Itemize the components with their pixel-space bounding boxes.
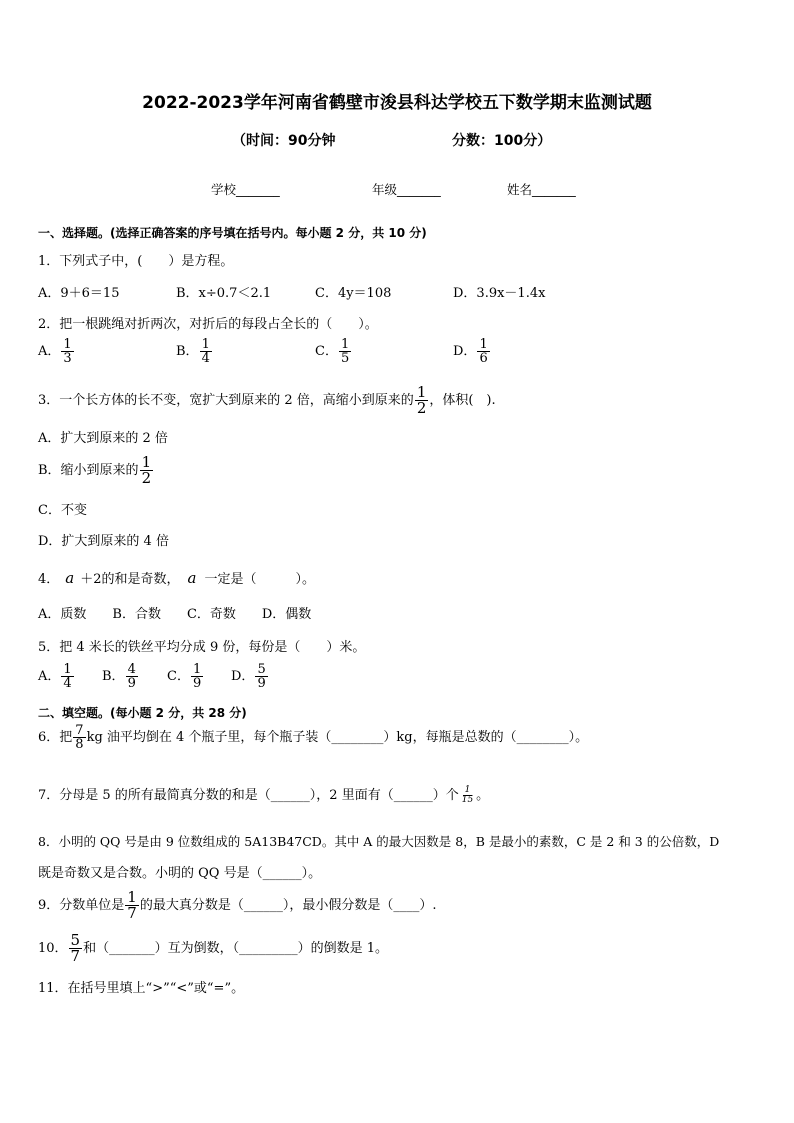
q5-option-c: C． $\frac{1}{9}$: [167, 662, 202, 691]
question-9: 9．分数单位是 $\frac{1}{7}$ 的最大真分数是（______），最小假分数是（____）.: [38, 888, 437, 922]
q3-option-b: B．缩小到原来的 $\frac{1}{2}$: [38, 453, 152, 487]
section-2-heading: 二、填空题。(每小题 2 分，共 28 分): [38, 706, 247, 720]
question-2: 2．把一根跳绳对折两次，对折后的每段占全长的（ ）。: [38, 317, 378, 332]
question-1: 1．下列式子中，( ）是方程。: [38, 254, 234, 269]
q2-option-c: C． $\frac{1}{5}$: [315, 337, 350, 366]
score-label: 分数：100分）: [452, 133, 552, 149]
question-5: 5．把 4 米长的铁丝平均分成 9 份，每份是（ ）米。: [38, 640, 366, 655]
q1-option-c: C．4y＝108: [315, 286, 392, 301]
name-field: 姓名_______: [507, 182, 576, 197]
q2-option-d: D． $\frac{1}{6}$: [453, 337, 488, 366]
q5-option-d: D． $\frac{5}{9}$: [231, 662, 266, 691]
question-6: 6．把 $\frac{7}{8}$ kg 油平均倒在 4 个瓶子里，每个瓶子装（________）kg，每瓶是总数的（________）。: [38, 723, 589, 752]
q3-option-a: A．扩大到原来的 2 倍: [38, 431, 168, 446]
q3-option-d: D．扩大到原来的 4 倍: [38, 534, 169, 549]
question-3: 3．一个长方体的长不变，宽扩大到原来的 2 倍，高缩小到原来的 $\frac{1}{2}$ ，体积( ).: [38, 383, 496, 417]
q3-option-c: C．不变: [38, 503, 87, 518]
question-10: 10． $\frac{5}{7}$ 和（_______）互为倒数，（_________）的倒数是 1。: [38, 931, 388, 965]
q5-option-a: A． $\frac{1}{4}$: [38, 662, 72, 691]
time-label: （时间：90分钟: [232, 133, 336, 149]
question-7: 7．分母是 5 的所有最简真分数的和是（______），2 里面有（______）个 $\frac{1}{15}$ 。: [38, 785, 490, 805]
question-11: 11．在括号里填上“>”“<”或“=”。: [38, 981, 245, 996]
question-4: 4． a ＋2的和是奇数， a 一定是（ ）。: [38, 569, 315, 587]
school-field: 学校_______: [211, 182, 280, 197]
page-title: 2022-2023学年河南省鹤壁市浚县科达学校五下数学期末监测试题: [142, 93, 652, 113]
q5-option-b: B． $\frac{4}{9}$: [102, 662, 136, 691]
q2-option-b: B． $\frac{1}{4}$: [176, 337, 210, 366]
section-1-heading: 一、选择题。(选择正确答案的序号填在括号内。每小题 2 分，共 10 分): [38, 226, 427, 240]
q1-option-d: D．3.9x－1.4x: [453, 286, 546, 301]
q4-options: A．质数 B．合数 C．奇数 D．偶数: [38, 607, 312, 622]
question-8-line-2: 既是奇数又是合数。小明的 QQ 号是（______）。: [38, 866, 322, 881]
q2-option-a: A． $\frac{1}{3}$: [38, 337, 72, 366]
grade-field: 年级_______: [372, 182, 441, 197]
q1-option-a: A．9＋6＝15: [38, 286, 120, 301]
q1-option-b: B．x÷0.7＜2.1: [176, 286, 272, 301]
question-8-line-1: 8．小明的 QQ 号是由 9 位数组成的 5A13B47CD。其中 A 的最大因数是 8，B 是最小的素数，C 是 2 和 3 的公倍数，D: [38, 834, 720, 849]
